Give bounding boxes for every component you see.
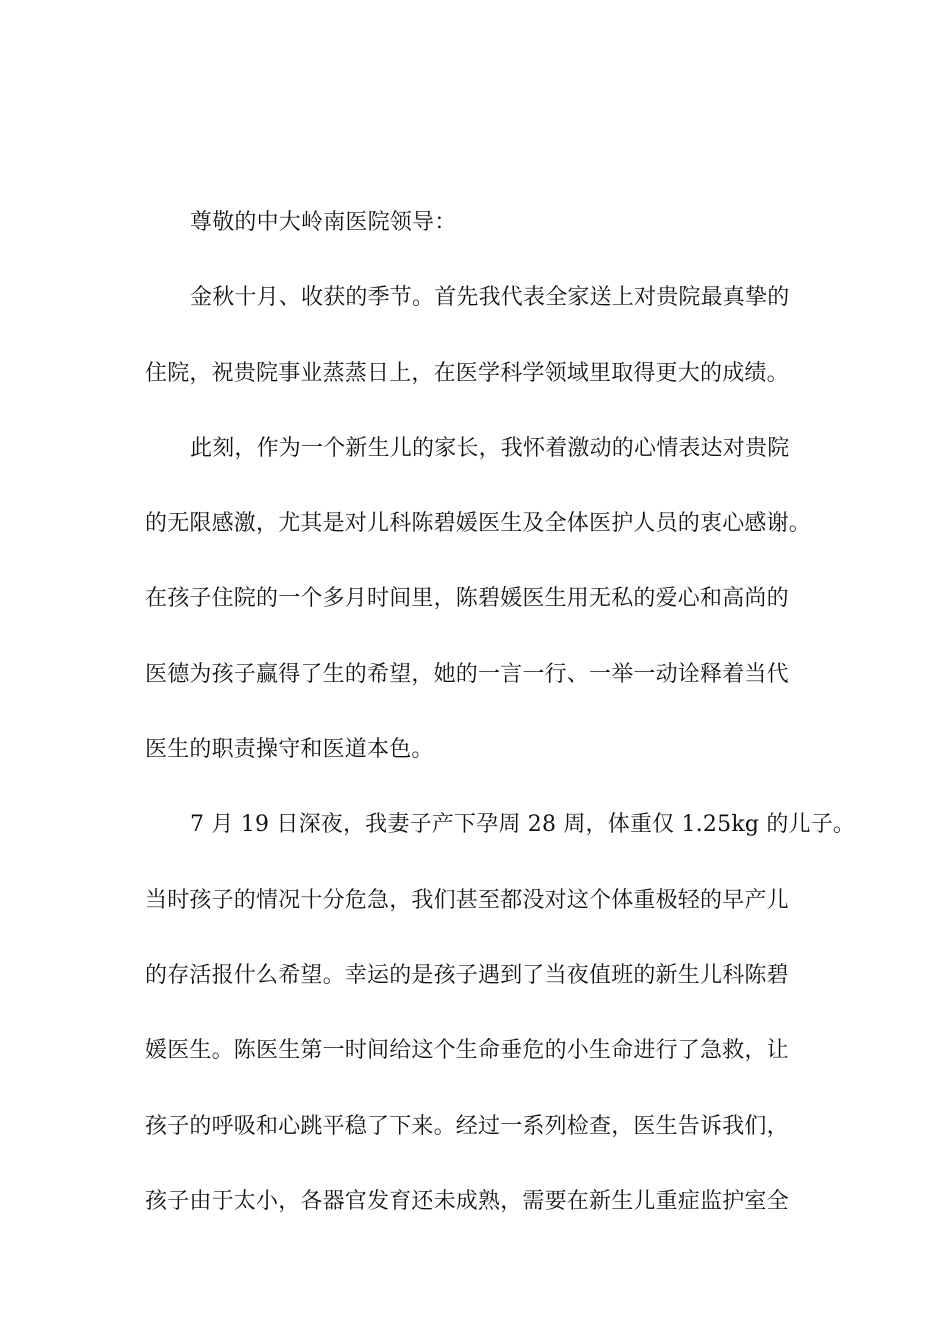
text-line: 孩子由于太小，各器官发育还未成熟，需要在新生儿重症监护室全	[145, 1188, 789, 1214]
text-line: 金秋十月、收获的季节。首先我代表全家送上对贵院最真挚的	[190, 285, 790, 311]
text-line: 孩子的呼吸和心跳平稳了下来。经过一系列检查，医生告诉我们，	[145, 1113, 789, 1139]
text-line: 此刻，作为一个新生儿的家长，我怀着激动的心情表达对贵院	[190, 435, 790, 461]
text-line: 的无限感激，尤其是对儿科陈碧媛医生及全体医护人员的衷心感谢。	[145, 511, 812, 537]
salutation-line: 尊敬的中大岭南医院领导：	[190, 210, 457, 235]
text-line: 住院，祝贵院事业蒸蒸日上，在医学科学领域里取得更大的成绩。	[145, 360, 789, 386]
letter-body	[145, 208, 856, 1262]
text-line: 在孩子住院的一个多月时间里，陈碧媛医生用无私的爱心和高尚的	[145, 586, 789, 612]
text-line: 7 月 19 日深夜，我妻子产下孕周 28 周，体重仅 1.25kg 的儿子。	[190, 812, 856, 838]
text-line: 医德为孩子赢得了生的希望，她的一言一行、一举一动诠释着当代	[145, 661, 789, 687]
text-line: 媛医生。陈医生第一时间给这个生命垂危的小生命进行了急救，让	[145, 1038, 789, 1064]
text-line: 的存活报什么希望。幸运的是孩子遇到了当夜值班的新生儿科陈碧	[145, 962, 789, 988]
text-line: 当时孩子的情况十分危急，我们甚至都没对这个体重极轻的早产儿	[145, 887, 789, 913]
text-line: 医生的职责操守和医道本色。	[145, 737, 434, 763]
